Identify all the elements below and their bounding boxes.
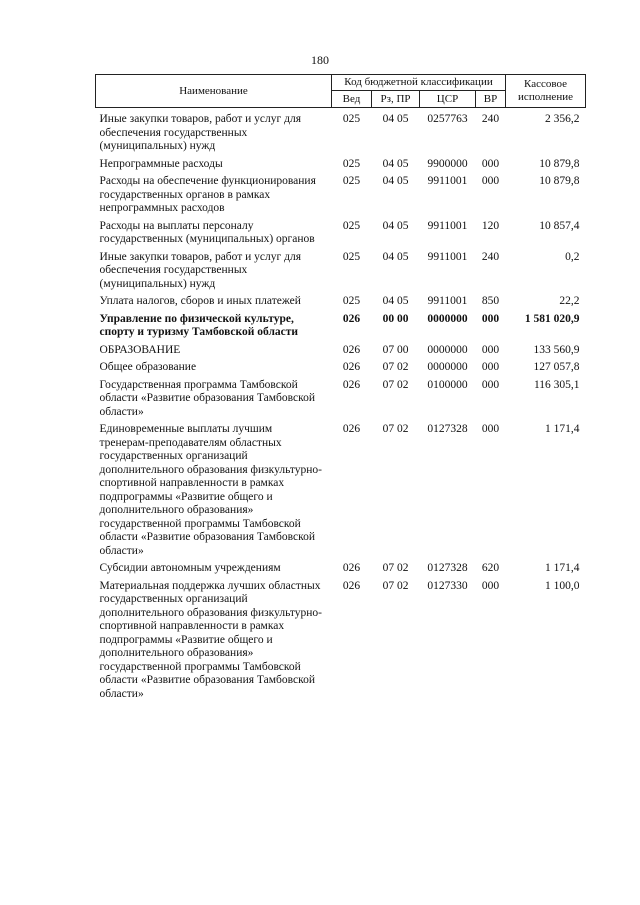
row-vr: 240 [481,250,500,263]
row-rz-pr: 04 05 [382,295,409,307]
table-row [96,375,586,420]
row-ved: 026 [342,378,361,391]
row-ved: 026 [342,579,361,592]
row-rz-pr: 04 05 [382,175,409,187]
table-row [96,154,586,172]
row-cash-sum: 1 581 020,9 [524,312,580,325]
row-cash-sum: 10 879,8 [539,175,580,187]
header-vr: ВР [476,91,506,108]
row-cash-sum: 1 100,0 [545,579,580,592]
row-cash-sum: 10 879,8 [539,157,580,170]
row-rz-pr: 07 00 [382,343,409,356]
row-ved: 025 [342,295,361,307]
row-cash-sum: 1 171,4 [545,423,580,435]
row-ved: 025 [342,157,361,170]
table-row [96,576,586,702]
row-ved: 026 [342,562,361,574]
row-name: Материальная поддержка лучших областных государственных организаций дополнительного образования физкультурно-спортивной направленности в рамках подпрограммы «Развитие общего и дополнительного образования» государственной программы Тамбовской области «Развитие образования Тамбовской области» [99,579,322,700]
page-number: 180 [311,53,329,67]
table-row [96,340,586,358]
table-body [96,108,586,702]
row-csr: 0127330 [427,579,468,592]
row-name: Единовременные выплаты лучшим тренерам-преподавателям областных государственных организаций дополнительного образования физкультурно-спортивной направленности в рамках подпрограммы «Развитие общего и дополнительного образования» государственной программы Тамбовской области «Развитие образования Тамбовской области» [99,423,322,557]
row-ved: 026 [342,343,361,356]
header-ved: Вед [332,91,372,108]
row-cash-sum: 133 560,9 [533,343,580,356]
header-cash-execution: Кассовое исполнение [506,75,586,108]
budget-table [95,74,586,701]
row-vr: 850 [481,295,500,307]
row-csr: 0257763 [427,113,468,125]
table-row [96,291,586,309]
row-ved: 025 [342,219,361,232]
row-ved: 026 [342,361,361,373]
row-vr: 620 [481,562,500,574]
row-vr: 000 [481,175,500,187]
row-vr: 000 [481,312,500,325]
row-vr: 000 [481,378,500,391]
table-row [96,309,586,340]
row-vr: 000 [481,579,500,592]
table-row [96,247,586,292]
row-ved: 026 [342,312,361,325]
row-cash-sum: 1 171,4 [545,562,580,574]
row-ved: 025 [342,113,361,125]
row-cash-sum: 10 857,4 [539,219,580,232]
row-rz-pr: 04 05 [382,250,409,263]
table-row [96,558,586,576]
row-name: Расходы на обеспечение функционирования государственных органов в рамках непрограммных расходов [99,175,316,214]
row-csr: 9911001 [427,250,468,263]
row-csr: 0127328 [427,423,468,435]
row-csr: 9911001 [427,219,468,232]
row-vr: 000 [481,343,500,356]
row-name: Государственная программа Тамбовской области «Развитие образования Тамбовской области» [99,378,315,418]
row-rz-pr: 04 05 [382,219,409,232]
row-vr: 000 [481,361,500,373]
row-ved: 025 [342,175,361,187]
row-csr: 0000000 [427,361,468,373]
table-header [96,75,586,108]
row-rz-pr: 00 00 [382,312,409,325]
table-row [96,357,586,375]
row-rz-pr: 07 02 [382,361,409,373]
row-vr: 000 [481,157,500,170]
row-name: Иные закупки товаров, работ и услуг для обеспечения государственных (муниципальных) нужд [99,250,301,290]
row-rz-pr: 04 05 [382,157,409,170]
table-row [96,108,586,154]
row-name: Общее образование [99,361,197,373]
row-name: Субсидии автономным учреждениям [99,562,281,574]
row-cash-sum: 0,2 [565,250,580,263]
header-budget-code: Код бюджетной классификации [332,75,506,91]
row-vr: 240 [481,113,500,125]
row-name: Непрограммные расходы [99,157,223,170]
row-csr: 9911001 [427,175,468,187]
table-row [96,171,586,216]
row-csr: 9911001 [427,295,468,307]
row-rz-pr: 07 02 [382,378,409,391]
header-rz-pr: Рз, ПР [372,91,420,108]
header-name: Наименование [96,75,332,108]
row-rz-pr: 07 02 [382,423,409,435]
row-name: Управление по физической культуре, спорту и туризму Тамбовской области [99,312,299,338]
table-row [96,419,586,558]
row-csr: 9900000 [427,157,468,170]
header-csr: ЦСР [420,91,476,108]
table-row [96,216,586,247]
row-name: ОБРАЗОВАНИЕ [99,343,181,356]
row-name: Расходы на выплаты персоналу государственных (муниципальных) органов [99,219,315,245]
row-cash-sum: 116 305,1 [533,378,580,391]
row-vr: 000 [481,423,500,435]
row-cash-sum: 2 356,2 [545,113,580,125]
row-rz-pr: 07 02 [382,562,409,574]
row-csr: 0000000 [427,312,468,325]
row-vr: 120 [481,219,500,232]
row-rz-pr: 04 05 [382,113,409,125]
row-name: Уплата налогов, сборов и иных платежей [99,295,301,307]
row-rz-pr: 07 02 [382,579,409,592]
row-ved: 025 [342,250,361,263]
row-cash-sum: 22,2 [559,295,580,307]
row-ved: 026 [342,423,361,435]
row-csr: 0100000 [427,378,468,391]
row-name: Иные закупки товаров, работ и услуг для обеспечения государственных (муниципальных) нужд [99,113,301,152]
row-cash-sum: 127 057,8 [533,361,580,373]
row-csr: 0000000 [427,343,468,356]
row-csr: 0127328 [427,562,468,574]
